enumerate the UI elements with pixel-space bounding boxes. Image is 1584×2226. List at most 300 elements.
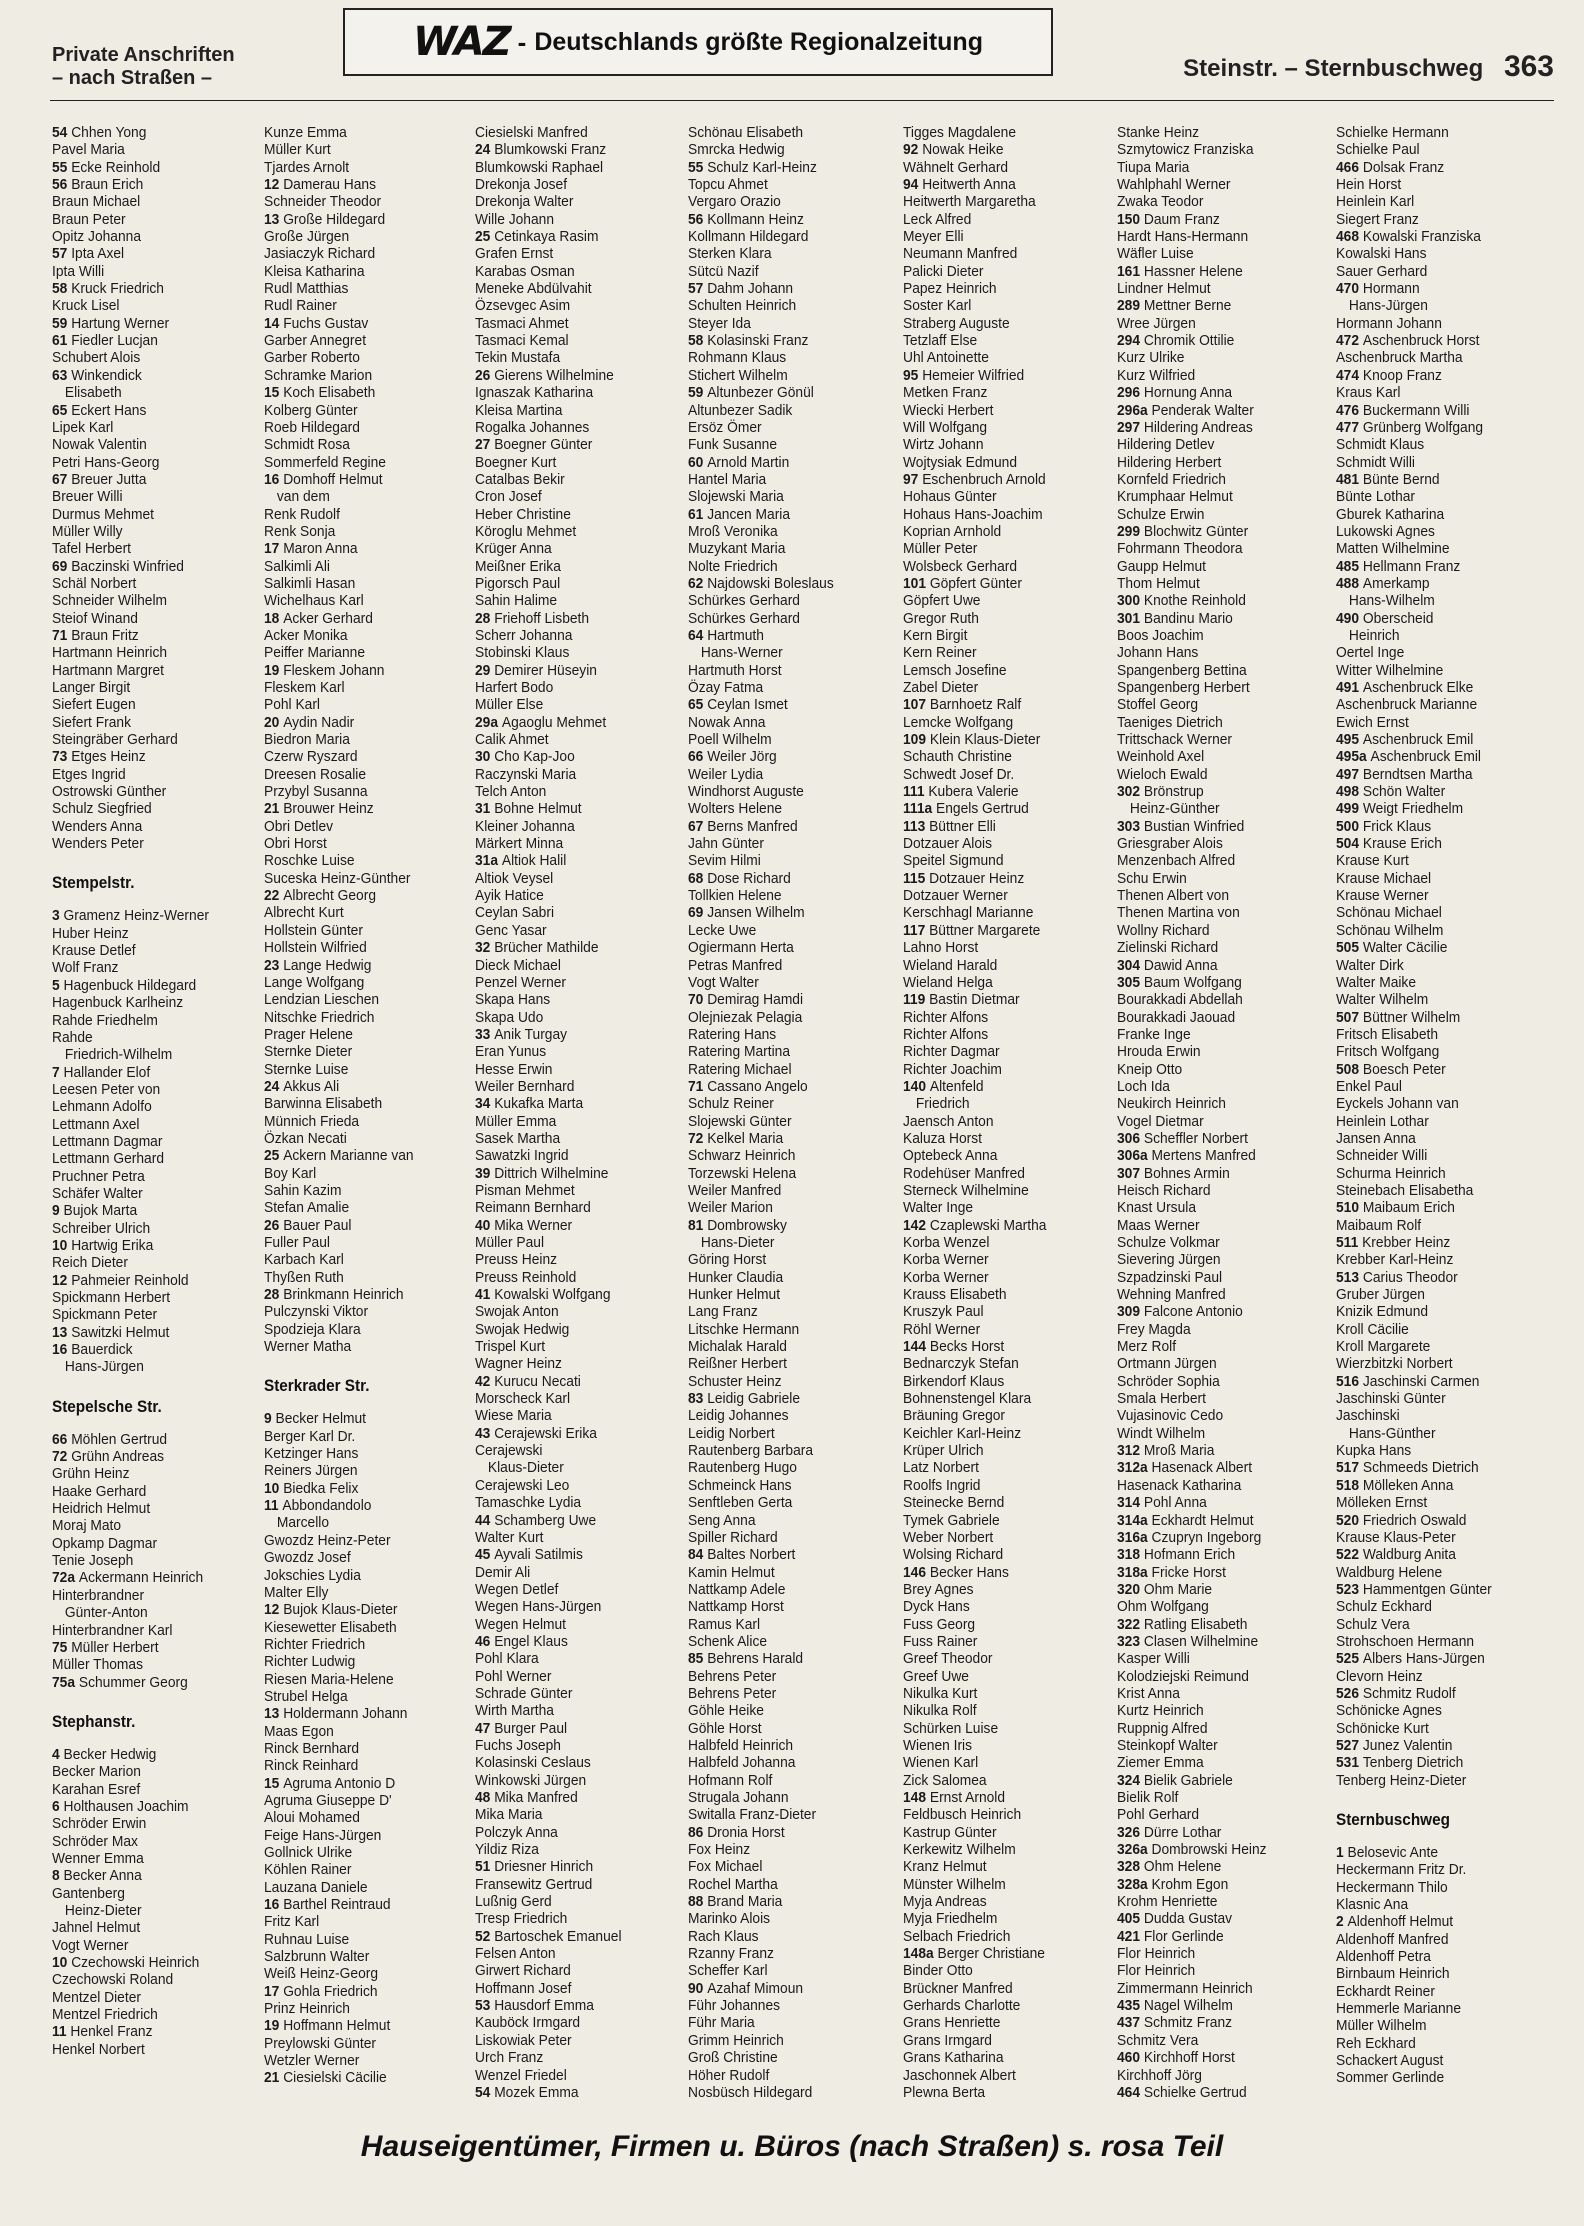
house-number: 71 <box>52 626 72 644</box>
directory-entry <box>52 124 247 141</box>
directory-entry <box>688 2084 883 2101</box>
directory-entry <box>475 1338 670 1355</box>
newspaper-banner <box>343 8 1053 76</box>
resident-name: Weiler Lydia <box>688 765 764 783</box>
directory-entry <box>1117 922 1312 939</box>
house-number: 8 <box>52 1867 64 1885</box>
directory-entry <box>688 1564 883 1581</box>
directory-entry <box>475 402 670 419</box>
directory-entry <box>903 1147 1098 1164</box>
directory-entry <box>903 1824 1098 1841</box>
house-number: 4 <box>52 1745 64 1763</box>
directory-entry: Elisabeth <box>64 384 122 402</box>
directory-entry <box>1336 1650 1531 1667</box>
resident-name: Grans Henriette <box>903 2014 1001 2032</box>
house-number: 65 <box>52 401 72 419</box>
house-number: 485 <box>1336 557 1363 575</box>
house-number: 495 <box>1336 731 1363 749</box>
resident-name: Jaschinski Carmen <box>1362 1372 1480 1390</box>
resident-name: Krebber Karl-Heinz <box>1336 1251 1454 1269</box>
directory-entry <box>903 1685 1098 1702</box>
resident-name: Feldbusch Heinrich <box>903 1806 1022 1824</box>
resident-name: Knoop Franz <box>1362 366 1442 384</box>
resident-name: Mölleken Anna <box>1362 1476 1454 1494</box>
resident-name: Bastin Dietmar <box>929 991 1020 1009</box>
resident-name: Göhle Heike <box>688 1702 764 1720</box>
resident-name: Krohm Henriette <box>1117 1893 1218 1911</box>
directory-entry <box>475 904 670 921</box>
resident-name: Garber Annegret <box>264 332 367 350</box>
house-number: 306a <box>1117 1147 1152 1165</box>
directory-entry <box>264 610 459 627</box>
resident-name: Walter Maike <box>1336 973 1417 991</box>
resident-name: Nagel Wilhelm <box>1143 1997 1233 2015</box>
resident-name: Aschenbruck Emil <box>1362 731 1474 749</box>
directory-entry <box>475 1234 670 1251</box>
directory-entry <box>52 1116 247 1133</box>
directory-entry <box>475 1425 670 1442</box>
resident-name: Ceylan Ismet <box>707 696 788 714</box>
resident-name: Krüger Anna <box>475 540 552 558</box>
resident-name: Plewna Berta <box>903 2083 986 2101</box>
house-number: 61 <box>688 505 708 523</box>
resident-name: Becker Helmut <box>275 1410 367 1428</box>
directory-entry <box>1117 141 1312 158</box>
directory-entry <box>475 2067 670 2084</box>
directory-entry <box>688 887 883 904</box>
house-number: 523 <box>1336 1580 1363 1598</box>
resident-name: Kunze Emma <box>264 124 347 141</box>
house-number: 312a <box>1117 1459 1152 1477</box>
resident-name: Wenders Peter <box>52 835 144 853</box>
directory-entry <box>52 1885 247 1902</box>
directory-entry <box>52 679 247 696</box>
resident-name: Schäl Norbert <box>52 574 137 592</box>
directory-entry <box>1117 263 1312 280</box>
resident-name: Engel Klaus <box>494 1632 568 1650</box>
directory-entry <box>264 454 459 471</box>
resident-name: Becks Horst <box>929 1338 1005 1356</box>
house-number: 97 <box>903 470 923 488</box>
resident-name: Hartmuth <box>707 626 764 644</box>
directory-entry <box>475 1997 670 2014</box>
resident-name: Schrade Günter <box>475 1684 573 1702</box>
directory-entry <box>1336 1407 1531 1424</box>
resident-name: Hohaus Hans-Joachim <box>903 505 1043 523</box>
resident-name: Durmus Mehmet <box>52 505 154 523</box>
house-number: 40 <box>475 1216 495 1234</box>
resident-name: Schönau Wilhelm <box>1336 921 1444 939</box>
resident-name: Palicki Dieter <box>903 262 984 280</box>
directory-entry <box>475 1806 670 1823</box>
resident-name: Wieloch Ewald <box>1117 765 1208 783</box>
directory-entry <box>1117 662 1312 679</box>
house-number: 27 <box>475 436 495 454</box>
directory-entry <box>264 731 459 748</box>
directory-entry <box>688 1425 883 1442</box>
directory-entry <box>1117 454 1312 471</box>
directory-entry <box>903 367 1098 384</box>
directory-entry <box>52 297 247 314</box>
resident-name: Tigges Magdalene <box>903 124 1017 141</box>
resident-name: Demirag Hamdi <box>707 991 804 1009</box>
resident-name: Hoffmann Josef <box>475 1979 572 1997</box>
resident-name: Müller Thomas <box>52 1656 144 1674</box>
resident-name: Henkel Franz <box>70 2023 153 2041</box>
house-number: 302 <box>1117 783 1144 801</box>
directory-entry <box>688 2032 883 2049</box>
directory-entry <box>1336 1702 1531 1719</box>
resident-name: Ohm Helene <box>1143 1858 1222 1876</box>
resident-name: Kaluza Horst <box>903 1129 983 1147</box>
directory-entry <box>903 748 1098 765</box>
directory-entry <box>1117 1165 1312 1182</box>
directory-entry <box>264 263 459 280</box>
resident-name: Heinlein Lothar <box>1336 1112 1429 1130</box>
house-number: 57 <box>688 280 708 298</box>
resident-name: Leidig Norbert <box>688 1424 775 1442</box>
directory-entry <box>688 1546 883 1563</box>
resident-name: Hunker Claudia <box>688 1268 784 1286</box>
directory-entry <box>1336 835 1531 852</box>
directory-entry <box>688 1442 883 1459</box>
resident-name: Schulze Volkmar <box>1117 1234 1220 1251</box>
resident-name: Myja Friedhelm <box>903 1910 998 1928</box>
directory-entry <box>264 1199 459 1216</box>
directory-entry <box>475 2032 670 2049</box>
directory-entry <box>475 1269 670 1286</box>
resident-name: Wolf Franz <box>52 959 119 977</box>
directory-entry <box>1336 991 1531 1008</box>
house-number: 16 <box>264 470 284 488</box>
resident-name: Brückner Manfred <box>903 1979 1013 1997</box>
resident-name: Jokschies Lydia <box>264 1566 361 1584</box>
directory-entry <box>903 1373 1098 1390</box>
house-number: 54 <box>52 124 72 141</box>
resident-name: Penzel Werner <box>475 973 567 991</box>
resident-name: Lauzana Daniele <box>264 1878 368 1896</box>
directory-entry <box>52 523 247 540</box>
resident-name: Szpadzinski Paul <box>1117 1268 1223 1286</box>
directory-entry <box>688 852 883 869</box>
directory-entry <box>52 141 247 158</box>
resident-name: Schäfer Walter <box>52 1184 143 1202</box>
directory-entry <box>1117 245 1312 262</box>
resident-name: Peiffer Marianne <box>264 644 366 662</box>
resident-name: Aschenbruck Marianne <box>1336 696 1478 714</box>
resident-name: Rautenberg Hugo <box>688 1459 797 1477</box>
directory-entry: Hans-Günther <box>1348 1424 1436 1442</box>
resident-name: Krause Detlef <box>52 942 136 960</box>
resident-name: Dose Richard <box>707 869 791 887</box>
resident-name: Garber Roberto <box>264 349 360 367</box>
resident-name: Kirchhoff Horst <box>1143 2049 1235 2067</box>
directory-entry <box>52 714 247 731</box>
directory-entry <box>1336 506 1531 523</box>
resident-name: Tiupa Maria <box>1117 158 1190 176</box>
resident-name: Kolberg Günter <box>264 401 358 419</box>
directory-entry <box>688 1338 883 1355</box>
resident-name: Neumann Manfred <box>903 245 1018 263</box>
resident-name: Preuss Reinhold <box>475 1268 577 1286</box>
resident-name: Knizik Edmund <box>1336 1303 1429 1321</box>
directory-entry <box>1117 748 1312 765</box>
directory-entry <box>688 1772 883 1789</box>
resident-name: Maas Werner <box>1117 1216 1200 1234</box>
directory-entry <box>903 384 1098 401</box>
directory-entry: Friedrich-Wilhelm <box>64 1046 173 1064</box>
house-number: 299 <box>1117 522 1144 540</box>
directory-entry <box>903 731 1098 748</box>
directory-entry <box>1336 1772 1531 1789</box>
resident-name: Nowak Valentin <box>52 436 147 454</box>
directory-entry <box>903 2032 1098 2049</box>
directory-entry <box>1117 696 1312 713</box>
resident-name: Grafen Ernst <box>475 245 554 263</box>
directory-entry <box>475 575 670 592</box>
resident-name: Jansen Anna <box>1336 1129 1416 1147</box>
directory-entry <box>264 2000 459 2017</box>
directory-entry <box>903 679 1098 696</box>
directory-entry <box>688 540 883 557</box>
resident-name: Buckermann Willi <box>1362 401 1470 419</box>
directory-entry <box>1117 1026 1312 1043</box>
resident-name: Weiler Manfred <box>688 1181 782 1199</box>
directory-entry <box>264 228 459 245</box>
directory-entry <box>264 1861 459 1878</box>
directory-entry <box>264 1480 459 1497</box>
resident-name: Trispel Kurt <box>475 1338 546 1356</box>
directory-entry <box>1336 1303 1531 1320</box>
resident-name: Maibaum Rolf <box>1336 1216 1422 1234</box>
house-number: 323 <box>1117 1632 1144 1650</box>
resident-name: Braun Erich <box>71 176 144 194</box>
resident-name: Hinterbrandner <box>52 1586 145 1604</box>
house-number: 59 <box>52 314 72 332</box>
resident-name: Richter Dagmar <box>903 1043 1000 1061</box>
resident-name: Schielke Paul <box>1336 141 1420 159</box>
resident-name: Eschenbruch Arnold <box>922 470 1046 488</box>
resident-name: Agaoglu Mehmet <box>501 713 607 731</box>
directory-entry <box>688 2014 883 2031</box>
column-5 <box>903 124 1115 2101</box>
house-number: 68 <box>688 869 708 887</box>
resident-name: Brouwer Heinz <box>283 800 374 818</box>
directory-entry <box>688 1043 883 1060</box>
resident-name: Lußnig Gerd <box>475 1893 552 1911</box>
resident-name: Preylowski Günter <box>264 2034 376 2052</box>
resident-name: Kneip Otto <box>1117 1060 1183 1078</box>
directory-entry <box>1117 1113 1312 1130</box>
resident-name: Brand Maria <box>707 1893 783 1911</box>
directory-entry <box>264 540 459 557</box>
house-number: 111 <box>903 783 929 801</box>
directory-entry <box>1117 1130 1312 1147</box>
house-number: 11 <box>264 1497 283 1515</box>
directory-entry <box>903 1598 1098 1615</box>
resident-name: Waldburg Helene <box>1336 1563 1443 1581</box>
directory-entry <box>1117 1841 1312 1858</box>
house-number: 150 <box>1117 210 1144 228</box>
directory-entry <box>688 1095 883 1112</box>
directory-entry <box>688 870 883 887</box>
house-number: 92 <box>903 141 923 159</box>
directory-entry <box>52 818 247 835</box>
resident-name: Greef Uwe <box>903 1667 969 1685</box>
resident-name: Schreiber Ulrich <box>52 1219 151 1237</box>
resident-name: Carius Theodor <box>1362 1268 1458 1286</box>
street-heading: Sterkrader Str. <box>264 1376 370 1396</box>
resident-name: Genc Yasar <box>475 921 547 939</box>
directory-entry <box>475 1720 670 1737</box>
house-number: 86 <box>688 1823 708 1841</box>
resident-name: Albrecht Georg <box>283 887 377 905</box>
directory-entry <box>264 332 459 349</box>
resident-name: Sawitzki Helmut <box>71 1323 170 1341</box>
directory-entry <box>903 592 1098 609</box>
resident-name: Dahm Johann <box>707 280 794 298</box>
resident-name: Schönau Elisabeth <box>688 124 804 141</box>
house-number: 301 <box>1117 609 1144 627</box>
resident-name: Hammentgen Günter <box>1362 1580 1492 1598</box>
resident-name: Steinkopf Walter <box>1117 1736 1218 1754</box>
resident-name: Sterken Klara <box>688 245 772 263</box>
directory-entry <box>903 315 1098 332</box>
directory-entry <box>475 436 670 453</box>
house-number: 72a <box>52 1569 79 1587</box>
directory-entry <box>475 696 670 713</box>
directory-entry <box>903 141 1098 158</box>
resident-name: Eyckels Johann van <box>1336 1095 1459 1113</box>
resident-name: Papez Heinrich <box>903 280 997 298</box>
resident-name: Lange Hedwig <box>283 956 372 974</box>
directory-entry <box>264 193 459 210</box>
directory-entry <box>52 1919 247 1936</box>
resident-name: Wehning Manfred <box>1117 1286 1226 1304</box>
directory-entry <box>1117 1407 1312 1424</box>
directory-entry <box>1117 558 1312 575</box>
resident-name: Pigorsch Paul <box>475 574 561 592</box>
resident-name: Rautenberg Barbara <box>688 1442 814 1460</box>
directory-entry <box>475 748 670 765</box>
directory-entry <box>1117 1303 1312 1320</box>
directory-entry <box>1117 1633 1312 1650</box>
resident-name: Schürkes Gerhard <box>688 609 800 627</box>
resident-name: Gregor Ruth <box>903 609 979 627</box>
directory-entry <box>475 540 670 557</box>
resident-name: Eran Yunus <box>475 1043 547 1061</box>
directory-entry <box>1336 1286 1531 1303</box>
resident-name: Azahaf Mimoun <box>707 1979 804 1997</box>
directory-entry <box>903 1876 1098 1893</box>
house-number: 318a <box>1117 1563 1152 1581</box>
resident-name: Lettmann Gerhard <box>52 1150 165 1168</box>
house-number: 81 <box>688 1216 708 1234</box>
resident-name: Mika Werner <box>494 1216 573 1234</box>
directory-entry <box>475 800 670 817</box>
resident-name: Altunbezer Sadik <box>688 401 793 419</box>
directory-entry <box>52 211 247 228</box>
directory-entry <box>688 349 883 366</box>
directory-entry <box>264 1757 459 1774</box>
directory-entry <box>264 280 459 297</box>
directory-entry <box>1117 2084 1312 2101</box>
resident-name: Kolasinski Ceslaus <box>475 1754 591 1772</box>
house-number: 10 <box>264 1479 284 1497</box>
directory-entry <box>52 506 247 523</box>
directory-entry <box>688 1477 883 1494</box>
directory-entry <box>903 349 1098 366</box>
column-4 <box>688 124 900 2101</box>
resident-name: Flor Heinrich <box>1117 1945 1196 1963</box>
directory-entry <box>264 1913 459 1930</box>
directory-entry: Heinz-Dieter <box>64 1901 142 1919</box>
resident-name: Harfert Bodo <box>475 679 554 696</box>
house-number: 527 <box>1336 1736 1363 1754</box>
resident-name: Reimann Bernhard <box>475 1199 591 1217</box>
directory-entry <box>903 852 1098 869</box>
resident-name: Bielik Gabriele <box>1143 1771 1233 1789</box>
house-number: 39 <box>475 1164 495 1182</box>
directory-entry <box>903 211 1098 228</box>
directory-entry <box>264 1217 459 1234</box>
house-number: 115 <box>903 869 930 887</box>
directory-entry <box>264 1130 459 1147</box>
house-number: 490 <box>1336 609 1363 627</box>
resident-name: Vogel Dietmar <box>1117 1112 1204 1130</box>
directory-entry <box>1117 1269 1312 1286</box>
directory-entry <box>52 159 247 176</box>
directory-entry <box>52 1012 247 1029</box>
resident-name: Pohl Gerhard <box>1117 1806 1200 1824</box>
resident-name: Ogiermann Herta <box>688 939 794 957</box>
resident-name: Boesch Peter <box>1362 1060 1446 1078</box>
resident-name: Pruchner Petra <box>52 1167 145 1185</box>
directory-entry <box>52 610 247 627</box>
directory-entry <box>688 766 883 783</box>
resident-name: Schulz Reiner <box>688 1095 774 1113</box>
directory-entry <box>264 1321 459 1338</box>
directory-entry <box>264 436 459 453</box>
directory-entry <box>52 1185 247 1202</box>
directory-entry <box>475 263 670 280</box>
resident-name: Hartmuth Horst <box>688 661 782 679</box>
resident-name: Walter Dirk <box>1336 956 1404 974</box>
resident-name: Liskowiak Peter <box>475 2031 572 2049</box>
resident-name: Heitwerth Anna <box>922 176 1016 194</box>
house-number: 75a <box>52 1673 79 1691</box>
resident-name: Yildiz Riza <box>475 1841 539 1859</box>
directory-entry: Heinz-Günther <box>1129 800 1220 818</box>
resident-name: Schmitz Franz <box>1143 2014 1233 2032</box>
directory-entry <box>903 835 1098 852</box>
directory-entry <box>475 1754 670 1771</box>
resident-name: Albers Hans-Jürgen <box>1362 1650 1485 1668</box>
house-number: 48 <box>475 1789 495 1806</box>
resident-name: Tymek Gabriele <box>903 1511 1000 1529</box>
directory-entry <box>264 1532 459 1549</box>
resident-name: Pavel Maria <box>52 141 125 159</box>
resident-name: Biedka Felix <box>283 1479 359 1497</box>
resident-name: Berger Karl Dr. <box>264 1427 356 1445</box>
directory-entry <box>52 766 247 783</box>
resident-name: Wenner Emma <box>52 1849 144 1867</box>
resident-name: Wiese Maria <box>475 1407 552 1425</box>
resident-name: Bohnenstengel Klara <box>903 1390 1032 1408</box>
resident-name: Büttner Wilhelm <box>1362 1008 1461 1026</box>
resident-name: Wieland Helga <box>903 973 993 991</box>
directory-entry <box>264 766 459 783</box>
